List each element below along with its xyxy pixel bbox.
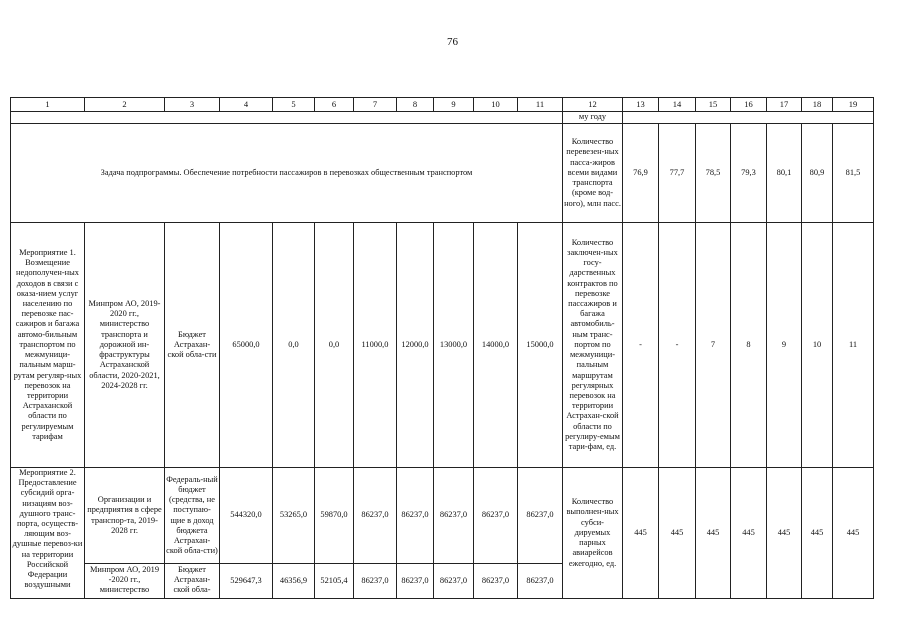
measure-2-amount-regional: 86237,0 [518,564,563,599]
task-value: 76,9 [623,124,659,223]
measure-2-value: 445 [623,468,659,599]
task-value: 80,9 [802,124,833,223]
column-number: 18 [802,98,833,112]
measure-2-amount: 59870,0 [315,468,354,564]
measure-2-value: 445 [696,468,731,599]
column-number: 3 [165,98,220,112]
measure-2-value: 445 [833,468,874,599]
measure-2-amount-regional: 86237,0 [434,564,474,599]
column-number: 13 [623,98,659,112]
empty-cell [623,112,874,124]
measure-2-value: 445 [767,468,802,599]
measure-2-amount: 86237,0 [434,468,474,564]
column-number: 17 [767,98,802,112]
measure-1-value: 8 [731,223,767,468]
measure-2-amount-regional: 529647,3 [220,564,273,599]
measure-2-name [11,468,85,599]
measure-2-indicator: Количество выполнен-ных субси-дируемых парных авиарейсов ежегодно, ед. [563,468,623,599]
column-number: 5 [273,98,315,112]
task-value: 79,3 [731,124,767,223]
measure-2-source-regional-text: Бюджет Астрахан-ской обла- [173,565,211,595]
column-number: 10 [474,98,518,112]
measure-2-amount: 544320,0 [220,468,273,564]
measure-1-executor: Минпром АО, 2019-2020 гг., министерство транспорта и дорожной ин-фраструктуры Астраханской области, 2020-2021, 2024-2028 гг. [85,223,165,468]
measure-1-amount: 0,0 [315,223,354,468]
measure-1-row [11,223,874,468]
measure-1-indicator: Количество заключен-ных госу-дарственных контрактов по перевозке пассажиров и багажа автомобиль-ным транс-портом по межмуници-пальным маршрутам регулярных перевозок на территории Астрахан-ской области по регулиру-емым тари-фам, ед. [563,223,623,468]
measure-2-executor-regional-text: Минпром АО, 2019 -2020 гг., министерство [89,565,160,595]
column-number: 11 [518,98,563,112]
measure-1-amount: 13000,0 [434,223,474,468]
measure-2-amount: 86237,0 [474,468,518,564]
task-value: 81,5 [833,124,874,223]
program-table [10,97,874,599]
measure-2-amount: 86237,0 [354,468,397,564]
measure-2-row-federal [11,468,874,564]
column-number: 7 [354,98,397,112]
measure-2-amount-regional: 52105,4 [315,564,354,599]
measure-2-executor-regional [85,564,165,599]
task-indicator: Количество перевезен-ных пасса-жиров всеми видами транспорта (кроме вод-ного), млн пасс. [563,124,623,223]
measure-1-amount: 12000,0 [397,223,434,468]
measure-2-source-regional [165,564,220,599]
task-row [11,124,874,223]
measure-2-value: 445 [802,468,833,599]
column-number: 16 [731,98,767,112]
column-number-row [11,98,874,112]
column-number: 6 [315,98,354,112]
task-value: 80,1 [767,124,802,223]
measure-2-source-federal: Федераль-ный бюджет (средства, не поступаю-щие в доход бюджета Астрахан-ской обла-сти) [165,468,220,564]
column-number: 12 [563,98,623,112]
measure-1-value: 9 [767,223,802,468]
carry-over-row [11,112,874,124]
task-title: Задача подпрограммы. Обеспечение потребности пассажиров в перевозках общественным транспортом [11,124,563,223]
task-value: 77,7 [659,124,696,223]
measure-1-value: 10 [802,223,833,468]
column-number: 14 [659,98,696,112]
page-number: 76 [447,36,458,48]
column-number: 15 [696,98,731,112]
measure-2-amount: 86237,0 [518,468,563,564]
measure-2-amount-regional: 86237,0 [354,564,397,599]
column-number: 1 [11,98,85,112]
measure-1-amount: 0,0 [273,223,315,468]
measure-2-value: 445 [731,468,767,599]
column-number: 2 [85,98,165,112]
measure-1-amount: 11000,0 [354,223,397,468]
measure-1-value: 11 [833,223,874,468]
measure-1-amount: 15000,0 [518,223,563,468]
measure-1-value: - [623,223,659,468]
measure-1-amount: 65000,0 [220,223,273,468]
column-number: 4 [220,98,273,112]
measure-1-amount: 14000,0 [474,223,518,468]
measure-2-amount-regional: 86237,0 [474,564,518,599]
measure-2-amount-regional: 46356,9 [273,564,315,599]
column-number: 8 [397,98,434,112]
measure-2-amount-regional: 86237,0 [397,564,434,599]
measure-1-name: Мероприятие 1. Возмещение недополучен-ных доходов в связи с оказа-нием услуг населению по перевозке пас-сажиров и багажа автомо-бильным транспортом по межмуници-пальным марш-рутам регуляр-ных перевозок на территории Астраханской области по регулируемым тарифам [11,223,85,468]
measure-2-amount: 53265,0 [273,468,315,564]
measure-2-executor-federal: Организации и предприятия в сфере транспор-та, 2019-2028 гг. [85,468,165,564]
measure-2-value: 445 [659,468,696,599]
measure-2-name-text: Мероприятие 2. Предоставление субсидий орга-низациям воз-душного транс-порта, осуществ-ляющим воз-душные перевоз-ки на территории Российской Федерации воздушными [12,468,83,590]
measure-1-source: Бюджет Астрахан-ской обла-сти [165,223,220,468]
carry-over-text: му году [563,112,623,124]
task-value: 78,5 [696,124,731,223]
column-number: 19 [833,98,874,112]
measure-2-amount: 86237,0 [397,468,434,564]
column-number: 9 [434,98,474,112]
measure-1-value: - [659,223,696,468]
measure-1-value: 7 [696,223,731,468]
empty-cell [11,112,563,124]
